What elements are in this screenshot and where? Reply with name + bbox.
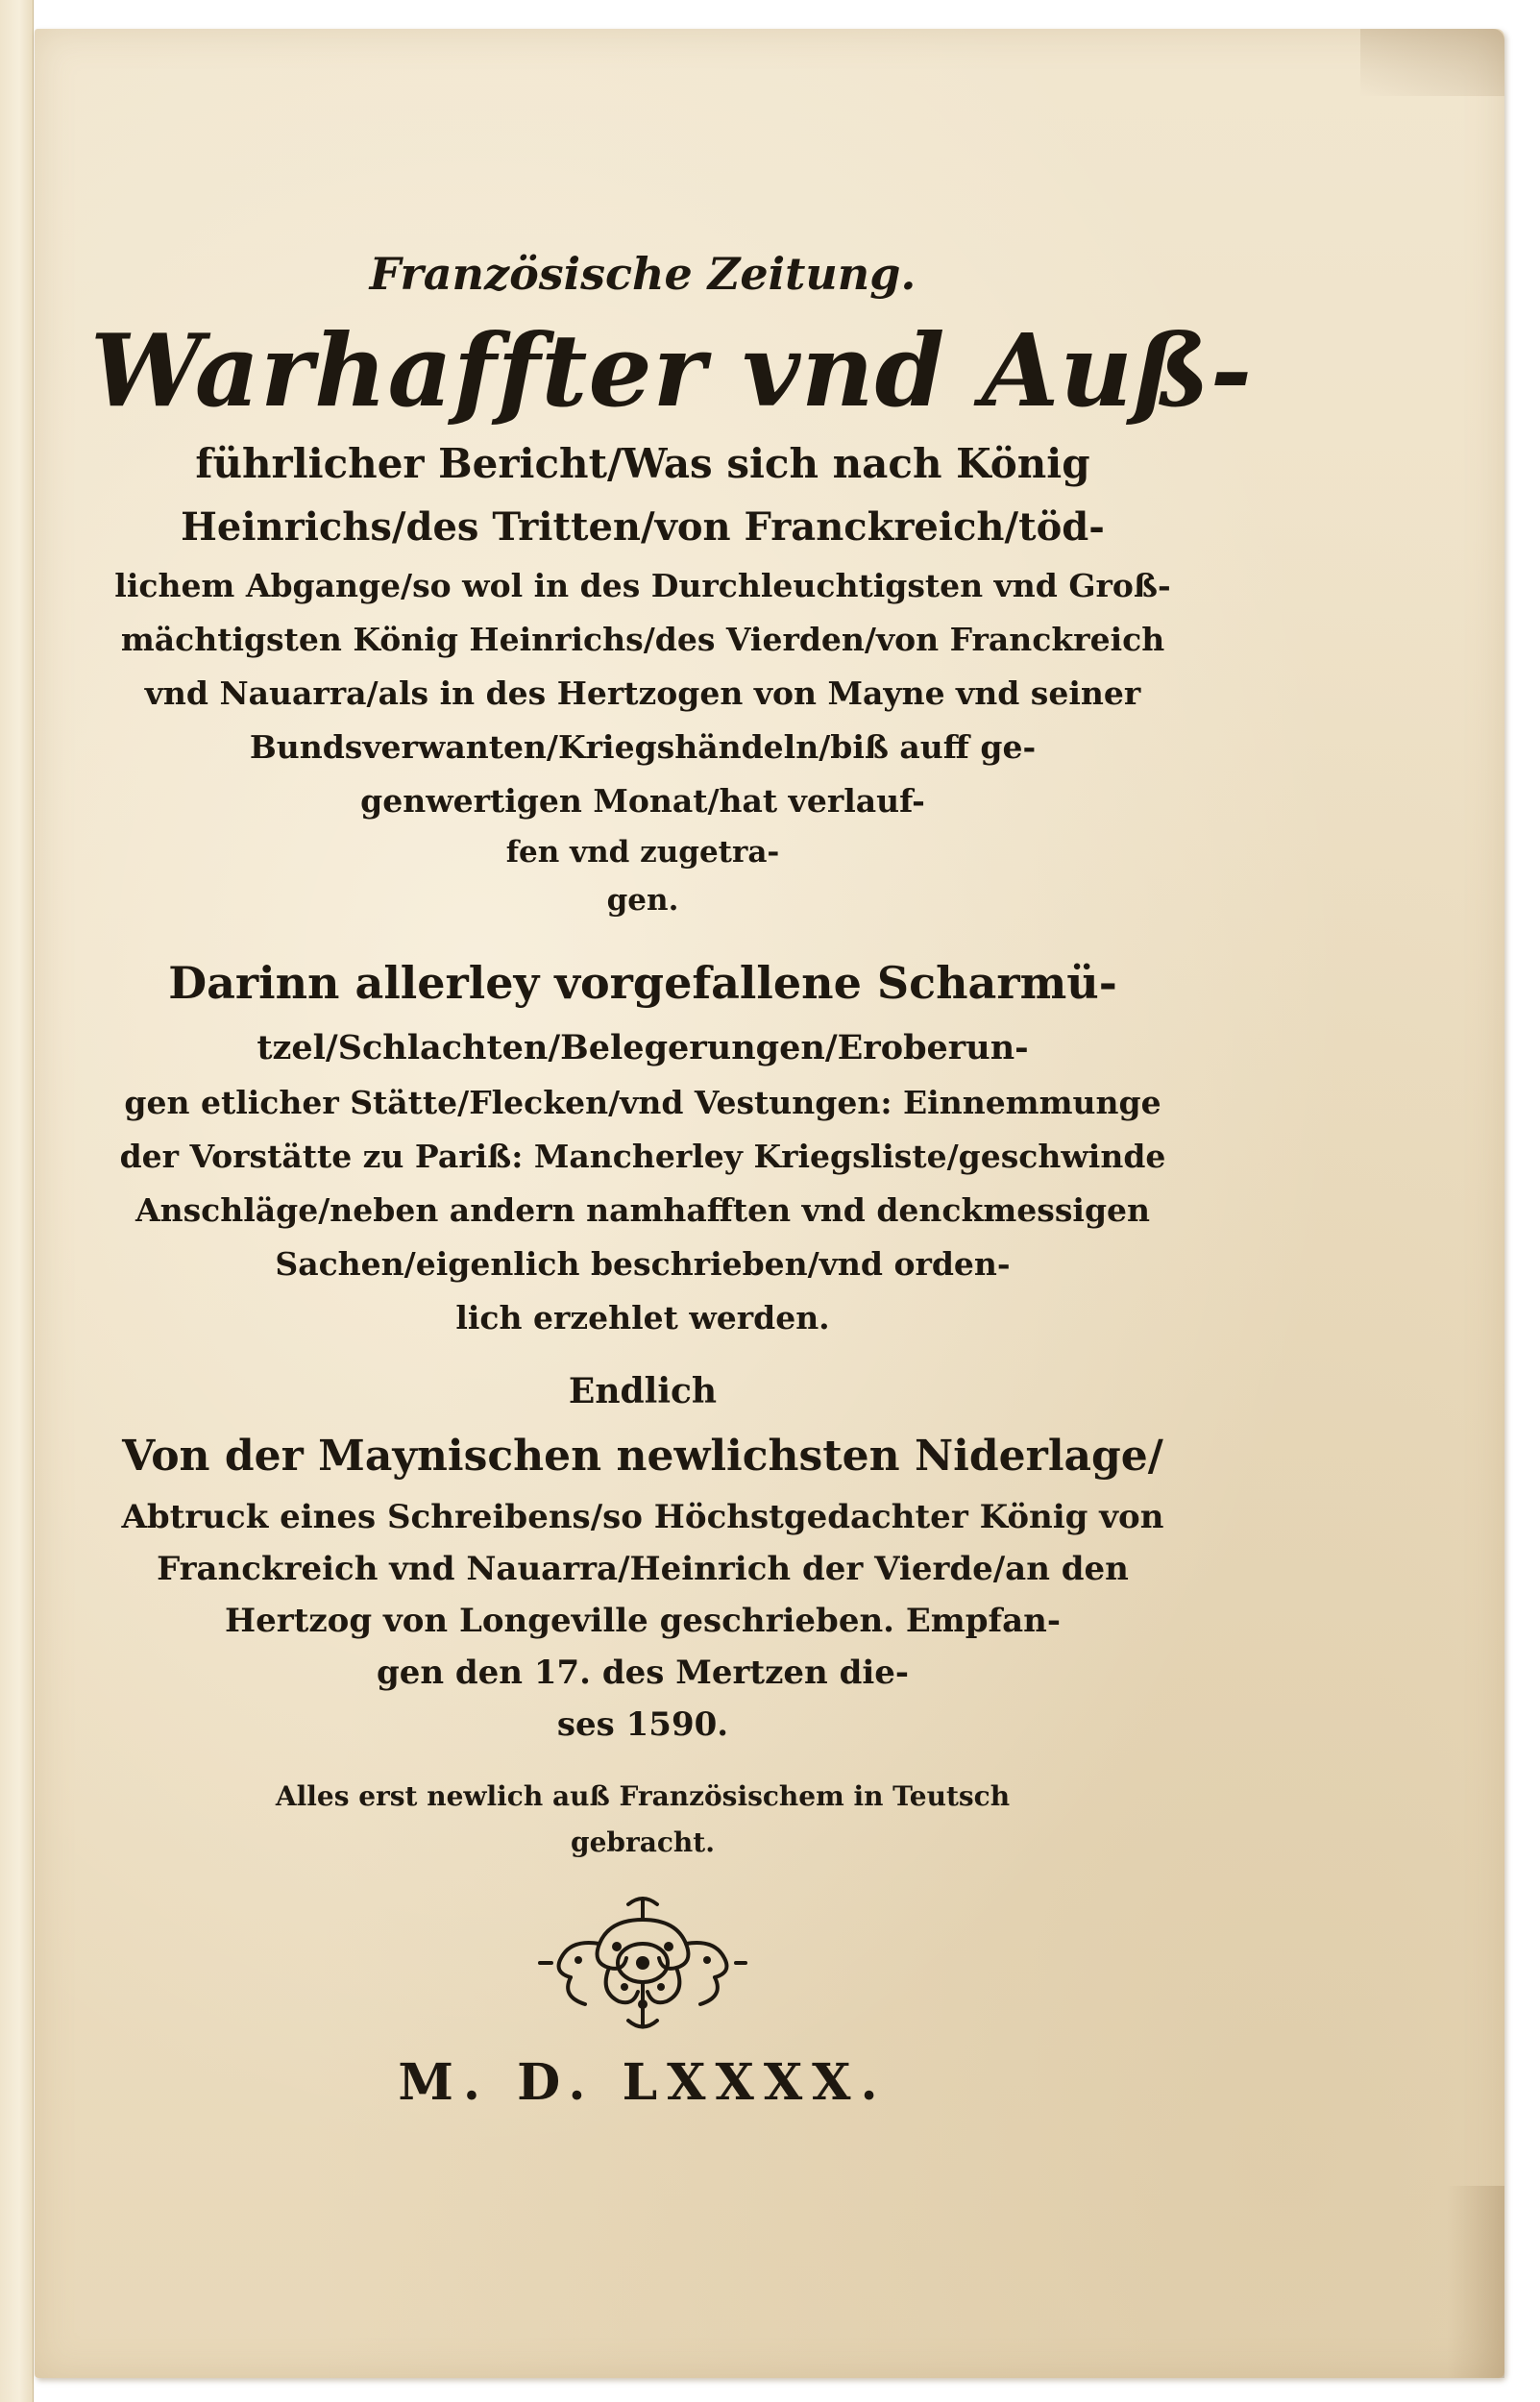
- fleuron-ornament-icon: [532, 1891, 753, 2035]
- letter-line: gen den 17. des Mertzen die-: [376, 1654, 910, 1692]
- worn-corner: [1360, 29, 1504, 96]
- header-line: Französische Zeitung.: [369, 248, 917, 300]
- content-line: gen etlicher Stätte/Flecken/vnd Vestungen: Einnemmunge: [124, 1084, 1161, 1121]
- title-line: vnd Nauarra/als in des Hertzogen von Mayne vnd seiner: [144, 674, 1141, 712]
- letter-line: ses 1590.: [556, 1705, 729, 1744]
- title-line: Bundsverwanten/Kriegshändeln/biß auff ge-: [249, 728, 1037, 766]
- imprint-year: M. D. LXXXX.: [398, 2053, 888, 2112]
- letter-line: Abtruck eines Schreibens/so Höchstgedachter König von: [121, 1498, 1164, 1536]
- title-line: lichem Abgange/so wol in des Durchleuchtigsten vnd Groß-: [114, 567, 1171, 604]
- letter-line: Hertzog von Longeville geschrieben. Empfan-: [224, 1602, 1062, 1640]
- content-line: lich erzehlet werden.: [455, 1299, 830, 1336]
- content-line: tzel/Schlachten/Belegerungen/Eroberun-: [257, 1028, 1029, 1067]
- page-edge-shadow: [1447, 2186, 1504, 2378]
- title-line: führlicher Bericht/Was sich nach König: [195, 440, 1090, 487]
- content-line: Darinn allerley vorgefallene Scharmü-: [168, 957, 1117, 1009]
- title-line: mächtigsten König Heinrichs/des Vierden/von Franckreich: [120, 621, 1165, 658]
- title-line: Heinrichs/des Tritten/von Franckreich/töd-: [181, 504, 1105, 550]
- content-line: der Vorstätte zu Pariß: Mancherley Kriegsliste/geschwinde: [119, 1138, 1166, 1175]
- letter-line: Franckreich vnd Nauarra/Heinrich der Vierde/an den: [157, 1550, 1129, 1588]
- title-line: genwertigen Monat/hat verlauf-: [360, 782, 925, 820]
- previous-page-edge: [0, 0, 34, 2402]
- title-page-text: [90, 238, 1254, 2121]
- title-big-line: Warhaffter vnd Auß-: [90, 311, 1254, 429]
- note-line: gebracht.: [571, 1826, 715, 1858]
- title-line: gen.: [606, 883, 679, 918]
- note-line: Alles erst newlich auß Französischem in Teutsch: [275, 1780, 1011, 1812]
- content-line: Anschläge/neben andern namhafften vnd denckmessigen: [134, 1191, 1151, 1229]
- title-line: fen vnd zugetra-: [505, 835, 780, 870]
- title-page: [35, 29, 1504, 2378]
- endlich-line: Endlich: [568, 1371, 718, 1411]
- content-line: Sachen/eigenlich beschrieben/vnd orden-: [275, 1245, 1011, 1283]
- von-line: Von der Maynischen newlichsten Niderlage/: [122, 1432, 1163, 1481]
